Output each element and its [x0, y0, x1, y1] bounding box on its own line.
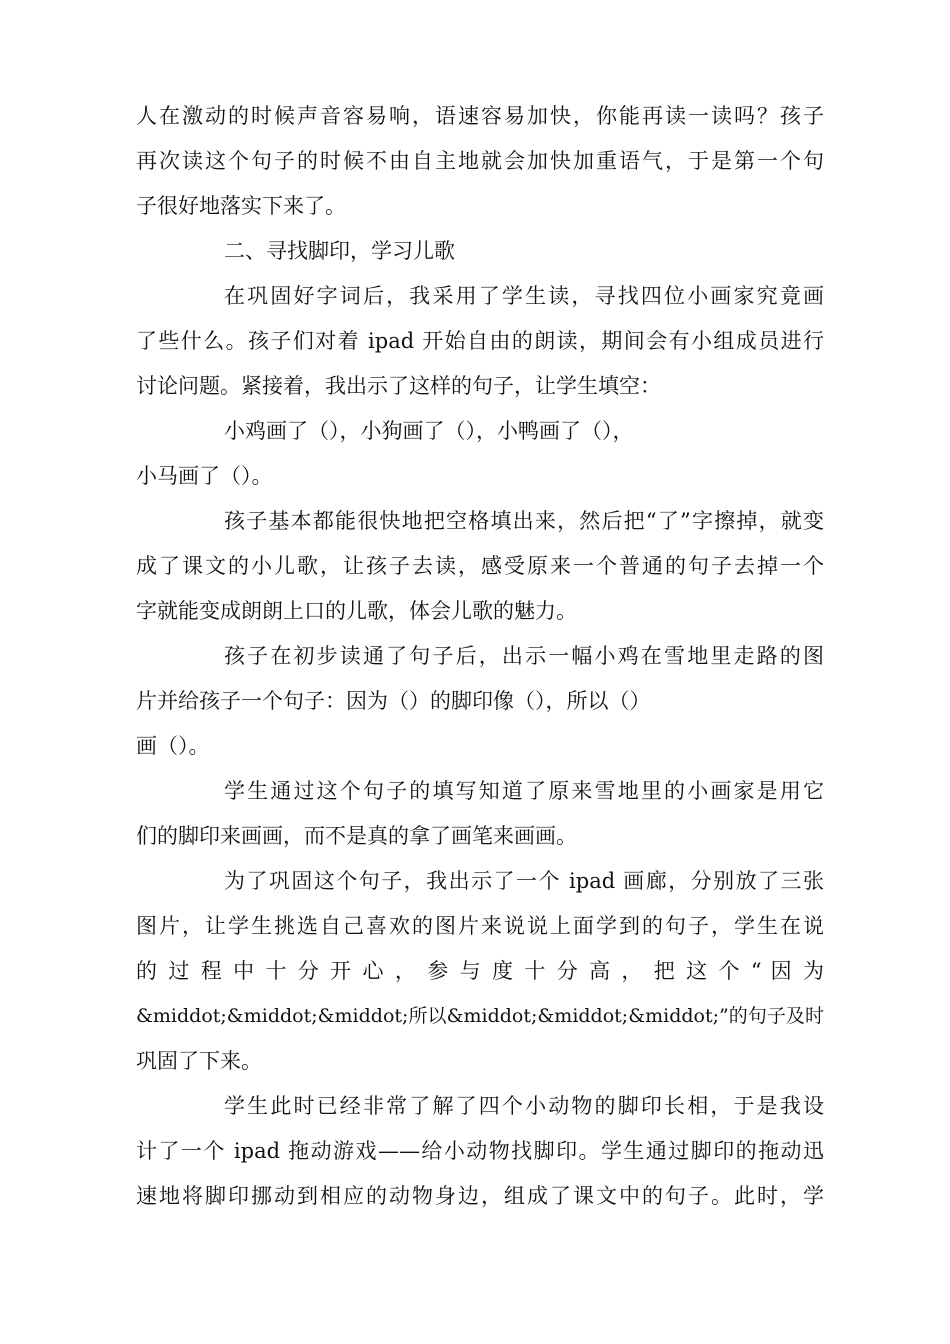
text-line: 人在激动的时候声音容易响，语速容易加快，你能再读一读吗？孩子 — [136, 104, 824, 128]
text-line: 图片，让学生挑选自己喜欢的图片来说说上面学到的句子，学生在说 — [136, 914, 824, 938]
text-line: 讨论问题。紧接着，我出示了这样的句子，让学生填空： — [136, 374, 661, 398]
text-line: 了些什么。孩子们对着 ipad 开始自由的朗读，期间会有小组成员进行 — [136, 329, 824, 353]
text-line: 字就能变成朗朗上口的儿歌，体会儿歌的魅力。 — [136, 599, 577, 623]
text-line: 在巩固好字词后，我采用了学生读，寻找四位小画家究竟画 — [224, 284, 824, 308]
text-line: 片并给孩子一个句子：因为（）的脚印像（），所以（） — [136, 689, 651, 713]
text-line: 孩子基本都能很快地把空格填出来，然后把“了”字擦掉，就变 — [224, 509, 824, 533]
text-line: 画（）。 — [136, 734, 210, 758]
section-heading: 二、寻找脚印，学习儿歌 — [224, 239, 455, 263]
text-line: 孩子在初步读通了句子后，出示一幅小鸡在雪地里走路的图 — [224, 644, 824, 668]
text-line: 计了一个 ipad 拖动游戏——给小动物找脚印。学生通过脚印的拖动迅 — [136, 1139, 824, 1163]
text-line: &middot;&middot;&middot;所以&middot;&middot;&middot;”的句子及时 — [136, 1005, 824, 1027]
text-line: 子很好地落实下来了。 — [136, 194, 346, 218]
text-line: 们的脚印来画画，而不是真的拿了画笔来画画。 — [136, 824, 577, 848]
text-line: 小鸡画了（），小狗画了（），小鸭画了（）， — [224, 419, 634, 443]
text-line: 学生通过这个句子的填写知道了原来雪地里的小画家是用它 — [224, 779, 824, 803]
text-line: 小马画了（）。 — [136, 464, 273, 488]
text-line: 速地将脚印挪动到相应的动物身边，组成了课文中的句子。此时，学 — [136, 1184, 824, 1208]
text-line: 巩固了下来。 — [136, 1049, 262, 1073]
text-line: 成了课文的小儿歌，让孩子去读，感受原来一个普通的句子去掉一个 — [136, 554, 824, 578]
text-line: 的 过 程 中 十 分 开 心 ， 参 与 度 十 分 高 ， 把 这 个 “ 因 为 — [136, 959, 824, 983]
text-line: 为了巩固这个句子，我出示了一个 ipad 画廊，分别放了三张 — [224, 869, 824, 893]
text-line: 学生此时已经非常了解了四个小动物的脚印长相，于是我设 — [224, 1094, 824, 1118]
text-line: 再次读这个句子的时候不由自主地就会加快加重语气，于是第一个句 — [136, 149, 824, 173]
